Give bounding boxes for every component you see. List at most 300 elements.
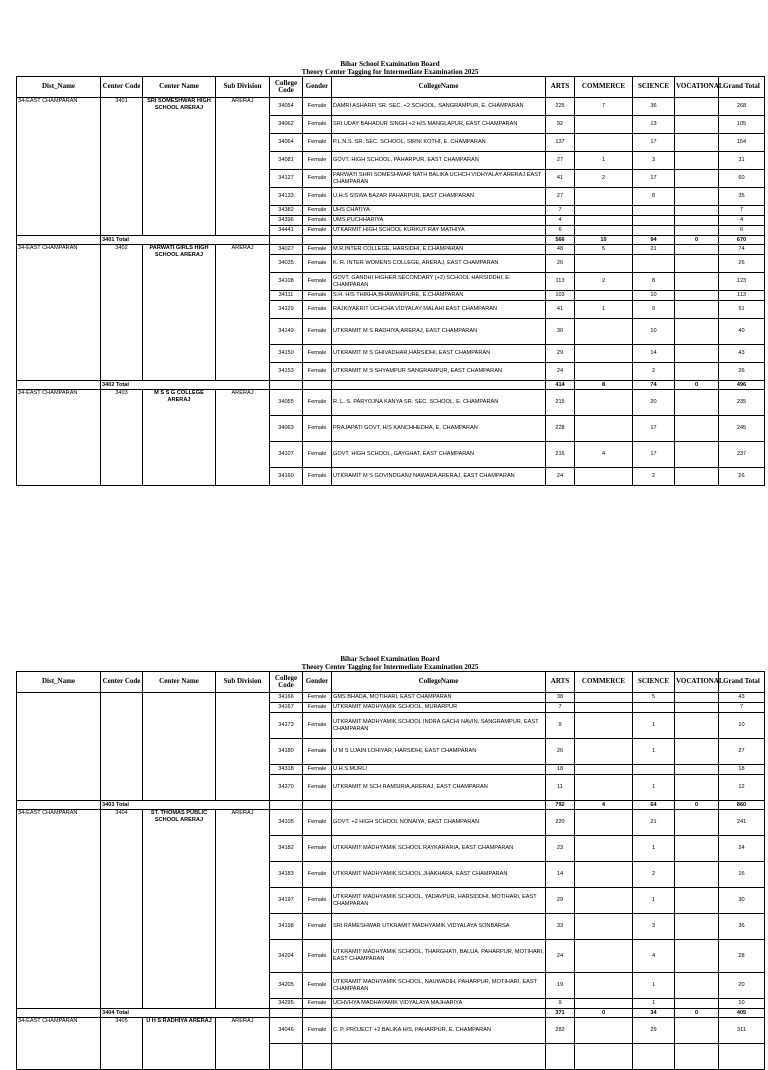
center-total-row xyxy=(17,236,765,245)
empty-cell xyxy=(17,1009,101,1018)
gender-cell: Female xyxy=(303,999,332,1009)
vocational-cell xyxy=(675,363,719,381)
table-row xyxy=(17,98,765,116)
college-code-cell: 34127 xyxy=(270,170,303,188)
commerce-cell xyxy=(575,206,633,216)
commerce-total: 4 xyxy=(575,801,633,810)
vocational-cell xyxy=(675,216,719,226)
gender-cell: Female xyxy=(303,226,332,236)
college-name-cell: PRAJAPATI GOVT. H/S KANCHHEDHA, E. CHAMPARAN xyxy=(332,416,546,442)
empty-cell xyxy=(17,236,101,245)
grand-total-cell: 26 xyxy=(719,363,765,381)
dist-cell: 34-EAST CHAMPARAN xyxy=(17,1018,101,1070)
commerce-cell: 5 xyxy=(575,245,633,255)
col-vocational: VOCATIONAL xyxy=(675,77,719,98)
grand-total-cell: 241 xyxy=(719,810,765,836)
college-code-cell: 34198 xyxy=(270,914,303,940)
empty-cell xyxy=(332,1044,546,1070)
vocational-cell xyxy=(675,775,719,801)
grand-total: 670 xyxy=(719,236,765,245)
arts-cell: 26 xyxy=(546,739,575,765)
vocational-cell xyxy=(675,713,719,739)
arts-cell: 282 xyxy=(546,1018,575,1044)
college-code-cell: 34064 xyxy=(270,134,303,152)
col-sub-division: Sub Division xyxy=(216,77,270,98)
gender-cell: Female xyxy=(303,888,332,914)
vocational-cell xyxy=(675,973,719,999)
vocational-cell xyxy=(675,999,719,1009)
center-total-row xyxy=(17,1009,765,1018)
center-total-row xyxy=(17,381,765,390)
college-code-cell: 34027 xyxy=(270,245,303,255)
college-name-cell: P.L.N.S. SR. SEC. SCHOOL, SIRNI KOTHI, E. CHAMPARAN xyxy=(332,134,546,152)
commerce-cell xyxy=(575,226,633,236)
empty-cell xyxy=(332,236,546,245)
science-cell: 8 xyxy=(633,188,675,206)
vocational-cell xyxy=(675,116,719,134)
science-cell: 21 xyxy=(633,245,675,255)
board-title: Bihar School Examination Board xyxy=(340,60,440,68)
vocational-cell xyxy=(675,1018,719,1044)
grand-total-cell: 113 xyxy=(719,291,765,301)
gender-cell: Female xyxy=(303,206,332,216)
gender-cell: Female xyxy=(303,468,332,486)
science-cell: 29 xyxy=(633,1018,675,1044)
college-code-cell: 34108 xyxy=(270,273,303,291)
grand-total-cell: 26 xyxy=(719,255,765,273)
science-total: 64 xyxy=(633,801,675,810)
center-total-label: 3403 Total xyxy=(101,801,270,810)
science-cell xyxy=(633,226,675,236)
gender-cell: Female xyxy=(303,739,332,765)
gender-cell: Female xyxy=(303,810,332,836)
dist-cell: 34-EAST CHAMPARAN xyxy=(17,245,101,381)
arts-cell: 228 xyxy=(546,416,575,442)
college-name-cell: GOVT. HIGH SCHOOL, PAHARPUR, EAST CHAMPARAN xyxy=(332,152,546,170)
vocational-cell xyxy=(675,390,719,416)
tagging-table xyxy=(16,76,765,486)
grand-total: 496 xyxy=(719,381,765,390)
gender-cell: Female xyxy=(303,914,332,940)
college-code-cell: 34133 xyxy=(270,188,303,206)
sub-division-cell: ARERAJ xyxy=(216,1018,270,1070)
empty-cell xyxy=(303,1044,332,1070)
center-name-cell: PARWATI GIRLS HIGH SCHOOL ARERAJ xyxy=(143,245,216,381)
grand-total-cell: 10 xyxy=(719,713,765,739)
col-center-name: Center Name xyxy=(143,672,216,693)
college-code-cell: 34183 xyxy=(270,862,303,888)
center-name-cell xyxy=(143,693,216,801)
sheet-title: Theory Center Tagging for Intermediate Examination 2025 xyxy=(301,68,479,76)
gender-cell: Female xyxy=(303,345,332,363)
dist-cell xyxy=(17,693,101,801)
empty-cell xyxy=(633,1044,675,1070)
college-name-cell: U.H.S.MURLI xyxy=(332,765,546,775)
college-name-cell: UHS CHATIYA xyxy=(332,206,546,216)
center-name-cell: U H S RADHIYA ARERAJ xyxy=(143,1018,216,1070)
grand-total-cell: 235 xyxy=(719,390,765,416)
arts-cell: 9 xyxy=(546,713,575,739)
vocational-cell xyxy=(675,301,719,319)
empty-cell xyxy=(546,1044,575,1070)
table-row xyxy=(17,245,765,255)
grand-total-cell: 154 xyxy=(719,134,765,152)
grand-total-cell: 36 xyxy=(719,914,765,940)
college-code-cell: 34382 xyxy=(270,206,303,216)
commerce-cell xyxy=(575,862,633,888)
dist-cell: 34-EAST CHAMPARAN xyxy=(17,390,101,486)
arts-cell: 216 xyxy=(546,442,575,468)
vocational-cell xyxy=(675,226,719,236)
college-name-cell: UTKRAMIT MADHYAMIK SCHOOL, THARGHATI, BALUA, PAHARPUR, MOTIHARI, EAST CHAMPARAN xyxy=(332,940,546,973)
gender-cell: Female xyxy=(303,416,332,442)
dist-cell: 34-EAST CHAMPARAN xyxy=(17,98,101,236)
college-code-cell: 34167 xyxy=(270,703,303,713)
col-gender: Gender xyxy=(303,672,332,693)
center-code-cell: 3404 xyxy=(101,810,143,1009)
gender-cell: Female xyxy=(303,390,332,416)
gender-cell: Female xyxy=(303,245,332,255)
commerce-cell: 4 xyxy=(575,442,633,468)
gender-cell: Female xyxy=(303,693,332,703)
gender-cell: Female xyxy=(303,765,332,775)
college-name-cell: K. R. INTER WOMENS COLLEGE, ARERAJ, EAST CHAMPARAN xyxy=(332,255,546,273)
science-cell: 1 xyxy=(633,973,675,999)
college-code-cell: 34111 xyxy=(270,291,303,301)
vocational-cell xyxy=(675,914,719,940)
grand-total: 405 xyxy=(719,1009,765,1018)
science-cell: 1 xyxy=(633,713,675,739)
arts-cell: 27 xyxy=(546,188,575,206)
college-name-cell: GOVT. +2 HIGH SCHOOL NONAIYA, EAST CHAMPARAN xyxy=(332,810,546,836)
grand-total-cell: 237 xyxy=(719,442,765,468)
center-total-row xyxy=(17,801,765,810)
college-code-cell: 34441 xyxy=(270,226,303,236)
grand-total-cell: 12 xyxy=(719,775,765,801)
commerce-cell xyxy=(575,888,633,914)
col-science: SCIENCE xyxy=(633,77,675,98)
gender-cell: Female xyxy=(303,713,332,739)
arts-cell: 220 xyxy=(546,810,575,836)
gender-cell: Female xyxy=(303,291,332,301)
header-row xyxy=(17,672,765,693)
gender-cell: Female xyxy=(303,442,332,468)
college-code-cell: 34153 xyxy=(270,363,303,381)
college-name-cell: UTKRAMIT MADHYAMIK SCHOOL, YADAVPUR, HARSIDDHI, MOTIHARI, EAST CHAMPARAN xyxy=(332,888,546,914)
science-cell: 17 xyxy=(633,170,675,188)
vocational-cell xyxy=(675,940,719,973)
grand-total-cell: 7 xyxy=(719,206,765,216)
science-cell: 17 xyxy=(633,134,675,152)
arts-cell: 92 xyxy=(546,116,575,134)
col-commerce: COMMERCE xyxy=(575,77,633,98)
science-cell xyxy=(633,765,675,775)
col-center-code: Center Code xyxy=(101,672,143,693)
empty-cell xyxy=(270,381,303,390)
sub-division-cell: ARERAJ xyxy=(216,390,270,486)
college-name-cell: GOVT. GANDHI HIGHER SECONDARY (+2) SCHOOL HARSIDDHI, E. CHAMPARAN xyxy=(332,273,546,291)
center-code-cell: 3402 xyxy=(101,245,143,381)
gender-cell: Female xyxy=(303,273,332,291)
vocational-cell xyxy=(675,245,719,255)
gender-cell: Female xyxy=(303,703,332,713)
grand-total-cell: 20 xyxy=(719,973,765,999)
college-code-cell: 34318 xyxy=(270,765,303,775)
col-college-name: CollegeName xyxy=(332,672,546,693)
science-total: 74 xyxy=(633,381,675,390)
page-1 xyxy=(16,60,764,486)
sub-division-cell xyxy=(216,693,270,801)
college-code-cell: 34105 xyxy=(270,810,303,836)
commerce-cell xyxy=(575,999,633,1009)
grand-total-cell: 43 xyxy=(719,345,765,363)
college-code-cell: 34055 xyxy=(270,390,303,416)
commerce-cell xyxy=(575,345,633,363)
college-name-cell: R. L. S. PARYOJNA KANYA SR. SEC. SCHOOL, E. CHAMPARAN xyxy=(332,390,546,416)
sub-division-cell: ARERAJ xyxy=(216,98,270,236)
arts-cell: 29 xyxy=(546,345,575,363)
col-dist: Dist_Name xyxy=(17,77,101,98)
college-code-cell: 34173 xyxy=(270,713,303,739)
vocational-cell xyxy=(675,862,719,888)
empty-cell xyxy=(303,381,332,390)
vocational-cell xyxy=(675,703,719,713)
college-name-cell: DAMRI ASHARFI SR. SEC. +2 SCHOOL, SANGRAMPUR, E. CHAMPARAN xyxy=(332,98,546,116)
vocational-cell xyxy=(675,273,719,291)
vocational-cell xyxy=(675,739,719,765)
science-cell: 13 xyxy=(633,116,675,134)
vocational-cell xyxy=(675,345,719,363)
gender-cell: Female xyxy=(303,836,332,862)
science-cell xyxy=(633,216,675,226)
science-cell xyxy=(633,703,675,713)
arts-cell: 11 xyxy=(546,775,575,801)
gender-cell: Female xyxy=(303,940,332,973)
commerce-total: 10 xyxy=(575,236,633,245)
science-cell: 3 xyxy=(633,914,675,940)
science-cell: 1 xyxy=(633,739,675,765)
gender-cell: Female xyxy=(303,170,332,188)
college-name-cell: SRI UDAY BAHADUR SINGH +2 H/S MANGLAPUR, EAST CHAMPARAN xyxy=(332,116,546,134)
commerce-cell xyxy=(575,134,633,152)
arts-cell: 113 xyxy=(546,273,575,291)
gender-cell: Female xyxy=(303,98,332,116)
commerce-cell xyxy=(575,255,633,273)
center-code-cell: 3403 xyxy=(101,390,143,486)
empty-cell xyxy=(270,801,303,810)
commerce-cell xyxy=(575,363,633,381)
empty-cell xyxy=(303,1009,332,1018)
center-total-label: 3404 Total xyxy=(101,1009,270,1018)
arts-total: 371 xyxy=(546,1009,575,1018)
arts-cell: 103 xyxy=(546,291,575,301)
arts-cell: 24 xyxy=(546,468,575,486)
board-title: Bihar School Examination Board xyxy=(340,655,440,663)
vocational-total: 0 xyxy=(675,801,719,810)
college-name-cell: UTKRAMIT M S RADHIYA,ARERAJ, EAST CHAMPARAN xyxy=(332,319,546,345)
college-name-cell: PARWATI SHRI SOMESHWAR NATH BALIKA UCHCH VIDHYALAY ARERAJ EAST CHAMPARAN xyxy=(332,170,546,188)
college-name-cell: U M S UJAIN LOHIYAR, HARSIDHI, EAST CHAMPARAN xyxy=(332,739,546,765)
empty-cell xyxy=(17,801,101,810)
center-total-label: 3401 Total xyxy=(101,236,270,245)
vocational-cell xyxy=(675,765,719,775)
grand-total-cell: 60 xyxy=(719,170,765,188)
arts-cell: 29 xyxy=(546,888,575,914)
science-cell: 9 xyxy=(633,301,675,319)
table-row xyxy=(17,810,765,836)
college-code-cell: 34180 xyxy=(270,739,303,765)
grand-total-cell: 10 xyxy=(719,999,765,1009)
dist-cell: 34-EAST CHAMPARAN xyxy=(17,810,101,1009)
college-name-cell: GMS BHADA, MOTIHARI, EAST CHAMPARAN xyxy=(332,693,546,703)
arts-total: 566 xyxy=(546,236,575,245)
commerce-cell xyxy=(575,116,633,134)
grand-total-cell: 28 xyxy=(719,940,765,973)
college-name-cell: SRI RAMESHWAR UTKRAMIT MADHYAMIK VIDYALAYA SONBARSA xyxy=(332,914,546,940)
college-code-cell: 34063 xyxy=(270,416,303,442)
col-science: SCIENCE xyxy=(633,672,675,693)
vocational-cell xyxy=(675,255,719,273)
center-total-label: 3402 Total xyxy=(101,381,270,390)
center-code-cell: 3401 xyxy=(101,98,143,236)
vocational-cell xyxy=(675,468,719,486)
col-college-code: College Code xyxy=(270,672,303,693)
header-row xyxy=(17,77,765,98)
empty-cell xyxy=(332,381,546,390)
arts-cell: 41 xyxy=(546,170,575,188)
commerce-cell xyxy=(575,713,633,739)
col-grand-total: Grand Total xyxy=(719,672,765,693)
arts-total: 792 xyxy=(546,801,575,810)
grand-total-cell: 18 xyxy=(719,765,765,775)
science-cell: 4 xyxy=(633,940,675,973)
college-name-cell: U.H.S SISWA BAZAR PAHARPUR, EAST CHAMPARAN xyxy=(332,188,546,206)
college-name-cell: UTKRAMIT M SCH RAMSIRIA,ARERAJ, EAST CHAMPARAN xyxy=(332,775,546,801)
commerce-cell xyxy=(575,319,633,345)
college-code-cell: 34205 xyxy=(270,973,303,999)
commerce-cell xyxy=(575,416,633,442)
college-name-cell: UTKRAMIT M S GOVINDGANJ NAWADA ARERAJ, EAST CHAMPARAN xyxy=(332,468,546,486)
college-name-cell: UTKRAMIT MADHYAMIK SCHOOL JHAKHARA, EAST CHAMPARAN xyxy=(332,862,546,888)
empty-cell xyxy=(575,1044,633,1070)
college-code-cell: 34370 xyxy=(270,775,303,801)
vocational-cell xyxy=(675,810,719,836)
vocational-cell xyxy=(675,206,719,216)
commerce-cell: 2 xyxy=(575,273,633,291)
grand-total-cell: 26 xyxy=(719,468,765,486)
commerce-cell xyxy=(575,188,633,206)
college-name-cell: UTKRAMIT MADHYAMIK SCHOOL RAYKARARIA, EAST CHAMPARAN xyxy=(332,836,546,862)
empty-cell xyxy=(719,1044,765,1070)
grand-total-cell: 40 xyxy=(719,319,765,345)
vocational-cell xyxy=(675,170,719,188)
col-center-name: Center Name xyxy=(143,77,216,98)
commerce-cell xyxy=(575,1018,633,1044)
science-cell: 1 xyxy=(633,836,675,862)
college-code-cell: 34204 xyxy=(270,940,303,973)
college-name-cell: RAJKIYAKRIT UCHCHA VIDYALAY MALAHI EAST CHAMPARAN xyxy=(332,301,546,319)
science-cell: 8 xyxy=(633,273,675,291)
col-dist: Dist_Name xyxy=(17,672,101,693)
center-code-cell: 3405 xyxy=(101,1018,143,1070)
col-commerce: COMMERCE xyxy=(575,672,633,693)
science-cell: 5 xyxy=(633,693,675,703)
college-name-cell: M.R.INTER COLLEGE, HARSIDHI, E.CHAMPARAN xyxy=(332,245,546,255)
science-cell: 1 xyxy=(633,888,675,914)
table-row xyxy=(17,1018,765,1044)
gender-cell: Female xyxy=(303,363,332,381)
vocational-cell xyxy=(675,836,719,862)
vocational-cell xyxy=(675,693,719,703)
science-total: 34 xyxy=(633,1009,675,1018)
college-code-cell: 34150 xyxy=(270,345,303,363)
science-cell: 1 xyxy=(633,775,675,801)
arts-cell: 23 xyxy=(546,836,575,862)
commerce-cell xyxy=(575,693,633,703)
science-cell: 2 xyxy=(633,363,675,381)
science-cell: 10 xyxy=(633,291,675,301)
arts-cell: 215 xyxy=(546,390,575,416)
commerce-cell: 1 xyxy=(575,152,633,170)
grand-total-cell: 43 xyxy=(719,693,765,703)
arts-cell: 33 xyxy=(546,914,575,940)
science-cell: 1 xyxy=(633,999,675,1009)
college-name-cell: UTKRAMIT MADHYAMIK SCHOOL, MURARPUR xyxy=(332,703,546,713)
arts-cell: 26 xyxy=(546,255,575,273)
gender-cell: Female xyxy=(303,862,332,888)
college-name-cell: UCHVHYA MADHAYAMIK VIDYALAYA MAJHARIYA xyxy=(332,999,546,1009)
arts-cell: 14 xyxy=(546,862,575,888)
college-code-cell: 34054 xyxy=(270,98,303,116)
gender-cell: Female xyxy=(303,775,332,801)
arts-cell: 9 xyxy=(546,999,575,1009)
empty-cell xyxy=(332,1009,546,1018)
empty-cell xyxy=(270,1044,303,1070)
college-code-cell: 34062 xyxy=(270,116,303,134)
commerce-cell xyxy=(575,739,633,765)
grand-total-cell: 311 xyxy=(719,1018,765,1044)
vocational-cell xyxy=(675,152,719,170)
arts-cell: 225 xyxy=(546,98,575,116)
vocational-cell xyxy=(675,442,719,468)
col-vocational: VOCATIONAL xyxy=(675,672,719,693)
vocational-cell xyxy=(675,188,719,206)
center-code-cell xyxy=(101,693,143,801)
commerce-cell xyxy=(575,775,633,801)
col-center-code: Center Code xyxy=(101,77,143,98)
grand-total-cell: 74 xyxy=(719,245,765,255)
col-college-name: CollegeName xyxy=(332,77,546,98)
grand-total-cell: 24 xyxy=(719,836,765,862)
college-code-cell: 34046 xyxy=(270,1018,303,1044)
science-cell: 2 xyxy=(633,862,675,888)
center-name-cell: ST. THOMAS PUBLIC SCHOOL ARERAJ xyxy=(143,810,216,1009)
arts-cell: 7 xyxy=(546,703,575,713)
arts-total: 414 xyxy=(546,381,575,390)
grand-total-cell: 31 xyxy=(719,152,765,170)
gender-cell: Female xyxy=(303,319,332,345)
science-cell: 20 xyxy=(633,390,675,416)
empty-cell xyxy=(675,1044,719,1070)
college-code-cell: 34081 xyxy=(270,152,303,170)
col-gender: Gender xyxy=(303,77,332,98)
col-arts: ARTS xyxy=(546,672,575,693)
arts-cell: 6 xyxy=(546,226,575,236)
arts-cell: 24 xyxy=(546,940,575,973)
science-cell: 17 xyxy=(633,416,675,442)
grand-total-cell: 16 xyxy=(719,862,765,888)
college-code-cell: 34149 xyxy=(270,319,303,345)
